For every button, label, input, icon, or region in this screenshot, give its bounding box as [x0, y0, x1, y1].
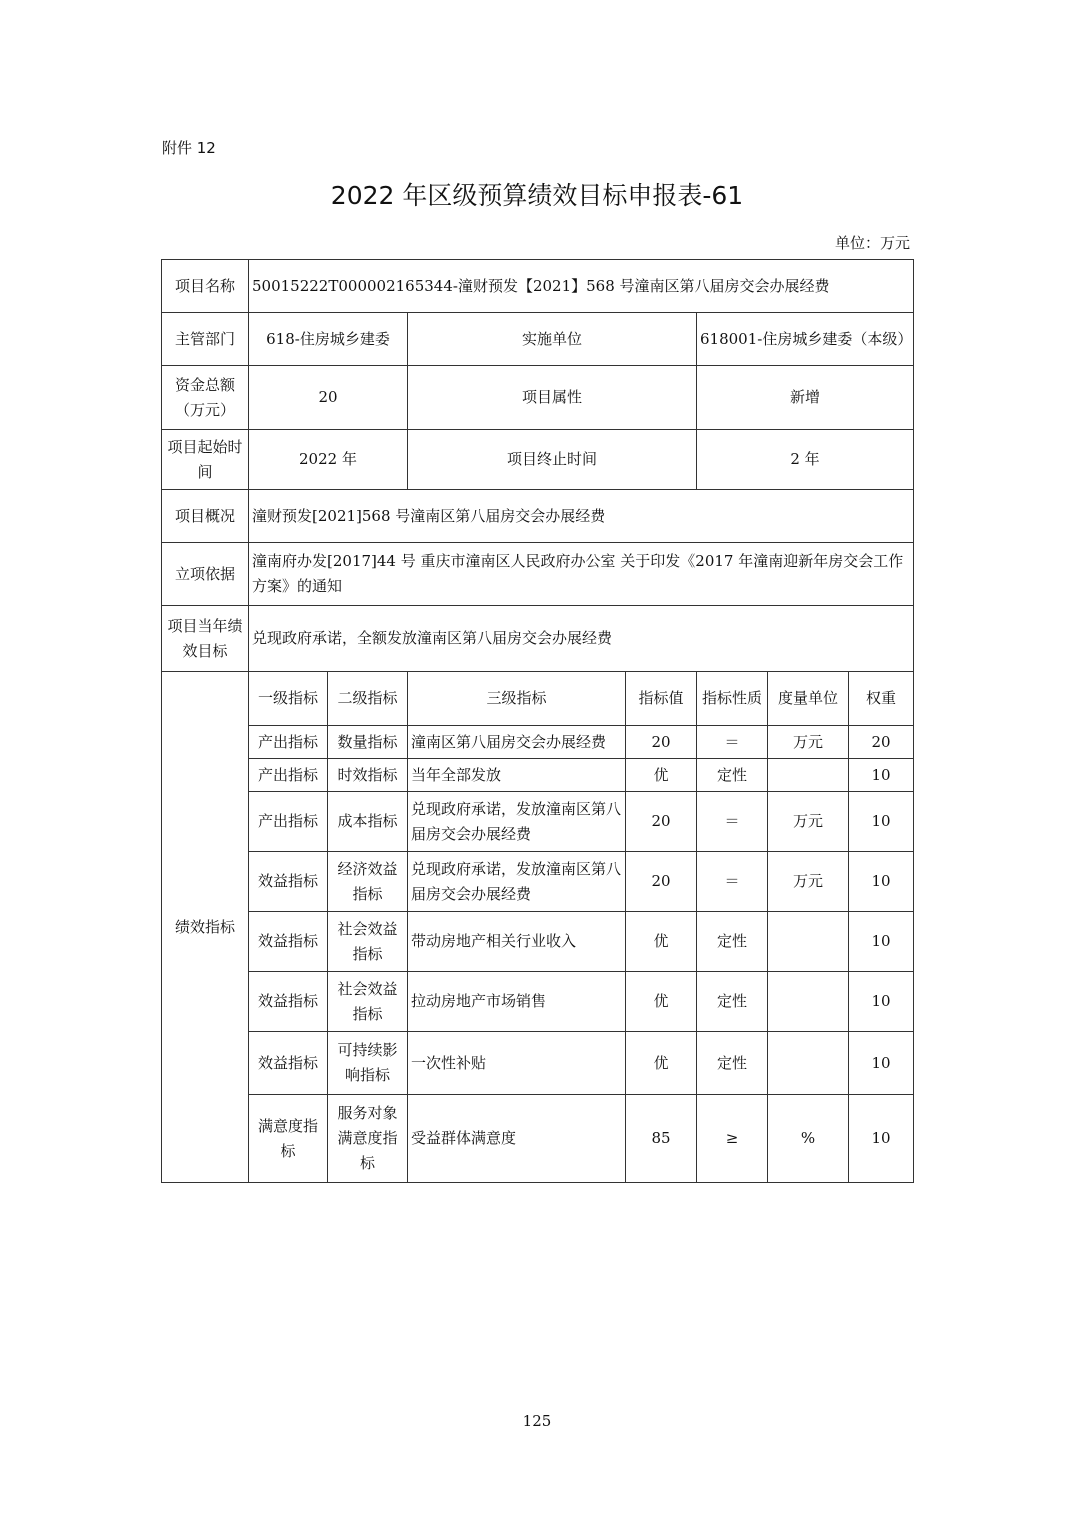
- level3-cell: 受益群体满意度: [408, 1095, 626, 1183]
- value-cell: 优: [626, 972, 697, 1032]
- value-cell: 85: [626, 1095, 697, 1183]
- level3-cell: 拉动房地产市场销售: [408, 972, 626, 1032]
- nature-cell: 定性: [697, 759, 768, 792]
- header-cell: 权重: [849, 672, 914, 726]
- weight-cell: 10: [849, 972, 914, 1032]
- level2-cell: 社会效益指标: [328, 912, 408, 972]
- level2-cell: 服务对象满意度指标: [328, 1095, 408, 1183]
- level1-cell: 满意度指标: [249, 1095, 328, 1183]
- fund-label: 资金总额（万元）: [162, 366, 249, 430]
- goal-label: 项目当年绩效目标: [162, 606, 249, 672]
- level3-cell: 当年全部发放: [408, 759, 626, 792]
- row-fund: [162, 366, 914, 430]
- nature-cell: 定性: [697, 972, 768, 1032]
- value-cell: 优: [626, 912, 697, 972]
- unit-cell: [768, 912, 849, 972]
- indicator-row: [162, 912, 914, 972]
- nature-cell: 定性: [697, 912, 768, 972]
- nature-cell: ≥: [697, 1095, 768, 1183]
- level1-cell: 产出指标: [249, 759, 328, 792]
- level2-cell: 可持续影响指标: [328, 1032, 408, 1095]
- level1-cell: 效益指标: [249, 852, 328, 912]
- level3-cell: 兑现政府承诺，发放潼南区第八届房交会办展经费: [408, 792, 626, 852]
- unit-cell: 万元: [768, 852, 849, 912]
- overview-label: 项目概况: [162, 490, 249, 543]
- weight-cell: 10: [849, 1032, 914, 1095]
- indicator-row: [162, 1032, 914, 1095]
- level1-cell: 效益指标: [249, 1032, 328, 1095]
- goal-value: 兑现政府承诺，全额发放潼南区第八届房交会办展经费: [249, 606, 914, 672]
- header-cell: 指标性质: [697, 672, 768, 726]
- attr-value: 新增: [697, 366, 914, 430]
- unit-cell: 万元: [768, 792, 849, 852]
- value-cell: 优: [626, 1032, 697, 1095]
- value-cell: 优: [626, 759, 697, 792]
- budget-table: [161, 259, 914, 1183]
- weight-cell: 20: [849, 726, 914, 759]
- level3-cell: 潼南区第八届房交会办展经费: [408, 726, 626, 759]
- end-label: 项目终止时间: [408, 430, 697, 490]
- unit-cell: [768, 972, 849, 1032]
- header-cell: 一级指标: [249, 672, 328, 726]
- indicator-row: [162, 759, 914, 792]
- impl-label: 实施单位: [408, 313, 697, 366]
- unit-label: 单位：万元: [834, 234, 910, 252]
- level2-cell: 经济效益指标: [328, 852, 408, 912]
- overview-value: 潼财预发[2021]568 号潼南区第八届房交会办展经费: [249, 490, 914, 543]
- header-cell: 度量单位: [768, 672, 849, 726]
- dept-value: 618-住房城乡建委: [249, 313, 408, 366]
- value-cell: 20: [626, 726, 697, 759]
- end-value: 2 年: [697, 430, 914, 490]
- row-goal: [162, 606, 914, 672]
- level1-cell: 效益指标: [249, 912, 328, 972]
- unit-cell: [768, 759, 849, 792]
- value-cell: 20: [626, 852, 697, 912]
- row-basis: [162, 543, 914, 606]
- weight-cell: 10: [849, 852, 914, 912]
- row-period: [162, 430, 914, 490]
- indicator-row: [162, 792, 914, 852]
- weight-cell: 10: [849, 1095, 914, 1183]
- nature-cell: ＝: [697, 852, 768, 912]
- start-label: 项目起始时间: [162, 430, 249, 490]
- header-cell: 二级指标: [328, 672, 408, 726]
- weight-cell: 10: [849, 792, 914, 852]
- level2-cell: 数量指标: [328, 726, 408, 759]
- basis-label: 立项依据: [162, 543, 249, 606]
- unit-cell: %: [768, 1095, 849, 1183]
- project-name: 50015222T000002165344-潼财预发【2021】568 号潼南区第八届房交会办展经费: [249, 260, 914, 313]
- attr-label: 项目属性: [408, 366, 697, 430]
- indicator-row: [162, 726, 914, 759]
- project-name-label: 项目名称: [162, 260, 249, 313]
- row-overview: [162, 490, 914, 543]
- header-cell: 指标值: [626, 672, 697, 726]
- level3-cell: 一次性补贴: [408, 1032, 626, 1095]
- attachment-label: 附件 12: [162, 139, 216, 157]
- nature-cell: ＝: [697, 792, 768, 852]
- unit-cell: [768, 1032, 849, 1095]
- nature-cell: ＝: [697, 726, 768, 759]
- header-cell: 三级指标: [408, 672, 626, 726]
- row-department: [162, 313, 914, 366]
- page-number: 125: [522, 1412, 552, 1430]
- unit-cell: 万元: [768, 726, 849, 759]
- level2-cell: 时效指标: [328, 759, 408, 792]
- page-title: 2022 年区级预算绩效目标申报表-61: [330, 181, 744, 210]
- level3-cell: 带动房地产相关行业收入: [408, 912, 626, 972]
- weight-cell: 10: [849, 759, 914, 792]
- basis-value: 潼南府办发[2017]44 号 重庆市潼南区人民政府办公室 关于印发《2017 年潼南迎新年房交会工作方案》的通知: [249, 543, 914, 606]
- level2-cell: 成本指标: [328, 792, 408, 852]
- level1-cell: 产出指标: [249, 792, 328, 852]
- row-project-name: [162, 260, 914, 313]
- weight-cell: 10: [849, 912, 914, 972]
- indicator-row: [162, 852, 914, 912]
- level1-cell: 产出指标: [249, 726, 328, 759]
- indicator-header-row: [162, 672, 914, 726]
- level2-cell: 社会效益指标: [328, 972, 408, 1032]
- indicator-row: [162, 1095, 914, 1183]
- dept-label: 主管部门: [162, 313, 249, 366]
- indicator-row: [162, 972, 914, 1032]
- impl-value: 618001-住房城乡建委（本级）: [697, 313, 914, 366]
- start-value: 2022 年: [249, 430, 408, 490]
- level3-cell: 兑现政府承诺，发放潼南区第八届房交会办展经费: [408, 852, 626, 912]
- fund-value: 20: [249, 366, 408, 430]
- nature-cell: 定性: [697, 1032, 768, 1095]
- indicator-section-label: 绩效指标: [162, 672, 249, 1183]
- value-cell: 20: [626, 792, 697, 852]
- level1-cell: 效益指标: [249, 972, 328, 1032]
